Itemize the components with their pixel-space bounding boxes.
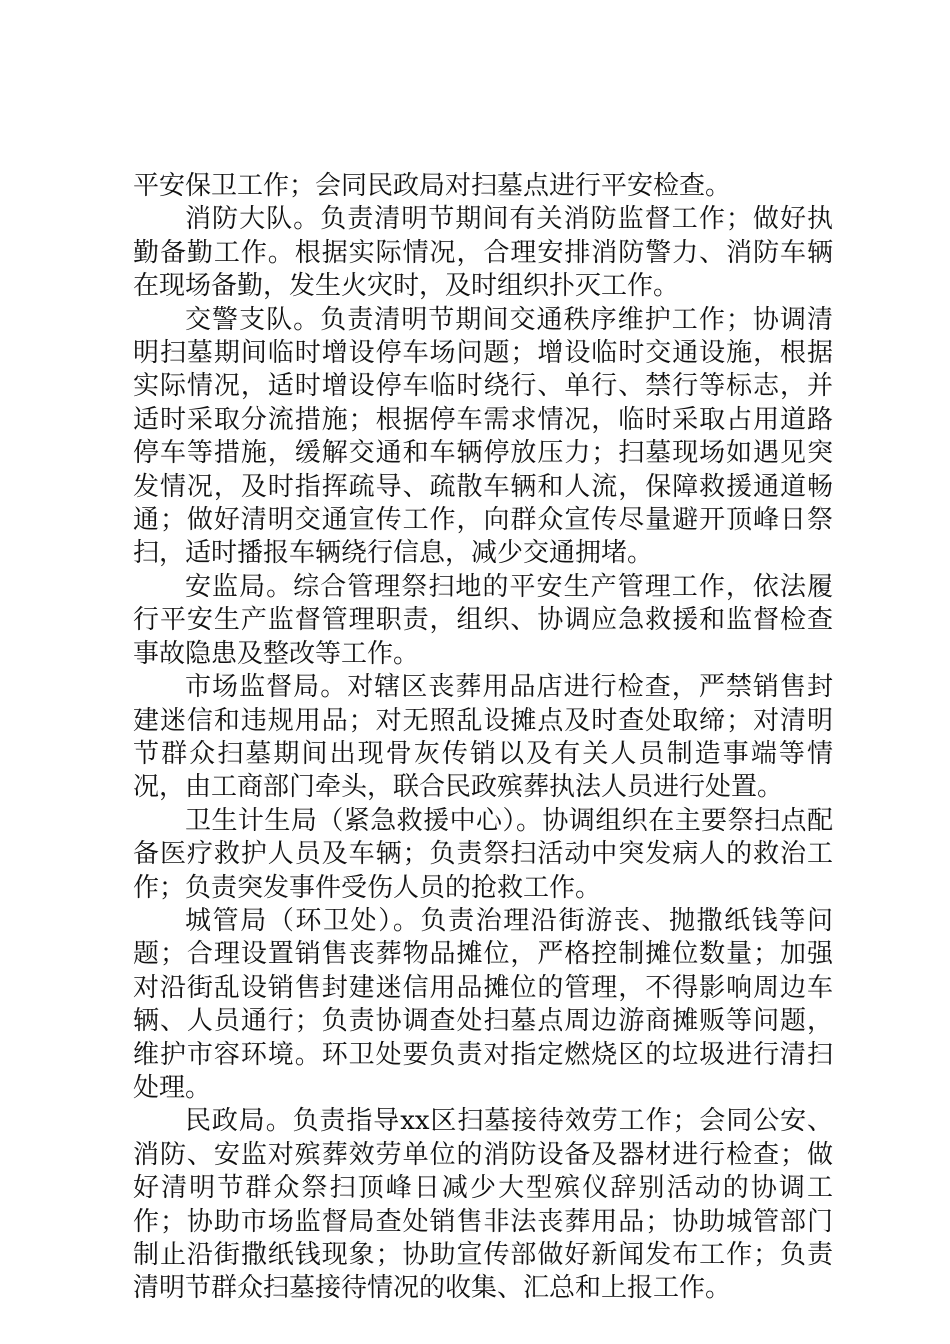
paragraph-health-bureau: 卫生计生局（紧急救援中心）。协调组织在主要祭扫点配备医疗救护人员及车辆；负责祭扫活动中突发病人的救治工作；负责突发事件受伤人员的抢救工作。 [133,805,833,903]
paragraph-safety-supervision: 安监局。综合管理祭扫地的平安生产管理工作，依法履行平安生产监督管理职责，组织、协调应急救援和监督检查事故隐患及整改等工作。 [133,571,833,669]
paragraph-urban-management: 城管局（环卫处）。负责治理沿街游丧、抛撒纸钱等问题；合理设置销售丧葬物品摊位，严格控制摊位数量；加强对沿街乱设销售封建迷信用品摊位的管理，不得影响周边车辆、人员通行；负责协调查处扫墓点周边游商摊贩等问题，维护市容环境。环卫处要负责对指定燃烧区的垃圾进行清扫处理。 [133,905,833,1103]
document-body [133,170,833,1306]
paragraph-traffic-police: 交警支队。负责清明节期间交通秩序维护工作；协调清明扫墓期间临时增设停车场问题；增设临时交通设施，根据实际情况，适时增设停车临时绕行、单行、禁行等标志，并适时采取分流措施；根据停车需求情况，临时采取占用道路停车等措施，缓解交通和车辆停放压力；扫墓现场如遇见突发情况，及时指挥疏导、疏散车辆和人流，保障救援通道畅通；做好清明交通宣传工作，向群众宣传尽量避开顶峰日祭扫，适时播报车辆绕行信息，减少交通拥堵。 [133,304,833,569]
paragraph-continuation: 平安保卫工作；会同民政局对扫墓点进行平安检查。 [133,171,732,201]
paragraph-market-supervision: 市场监督局。对辖区丧葬用品店进行检查，严禁销售封建迷信和违规用品；对无照乱设摊点及时查处取缔；对清明节群众扫墓期间出现骨灰传销以及有关人员制造事端等情况，由工商部门牵头，联合民政殡葬执法人员进行处置。 [133,672,833,803]
paragraph-civil-affairs: 民政局。负责指导xx区扫墓接待效劳工作；会同公安、消防、安监对殡葬效劳单位的消防设备及器材进行检查；做好清明节群众祭扫顶峰日减少大型殡仪辞别活动的协调工作；协助市场监督局查处销售非法丧葬用品；协助城管部门制止沿街撒纸钱现象；协助宣传部做好新闻发布工作；负责清明节群众扫墓接待情况的收集、汇总和上报工作。 [133,1106,833,1304]
paragraph-fire-brigade: 消防大队。负责清明节期间有关消防监督工作；做好执勤备勤工作。根据实际情况，合理安排消防警力、消防车辆在现场备勤，发生火灾时，及时组织扑灭工作。 [133,204,833,302]
